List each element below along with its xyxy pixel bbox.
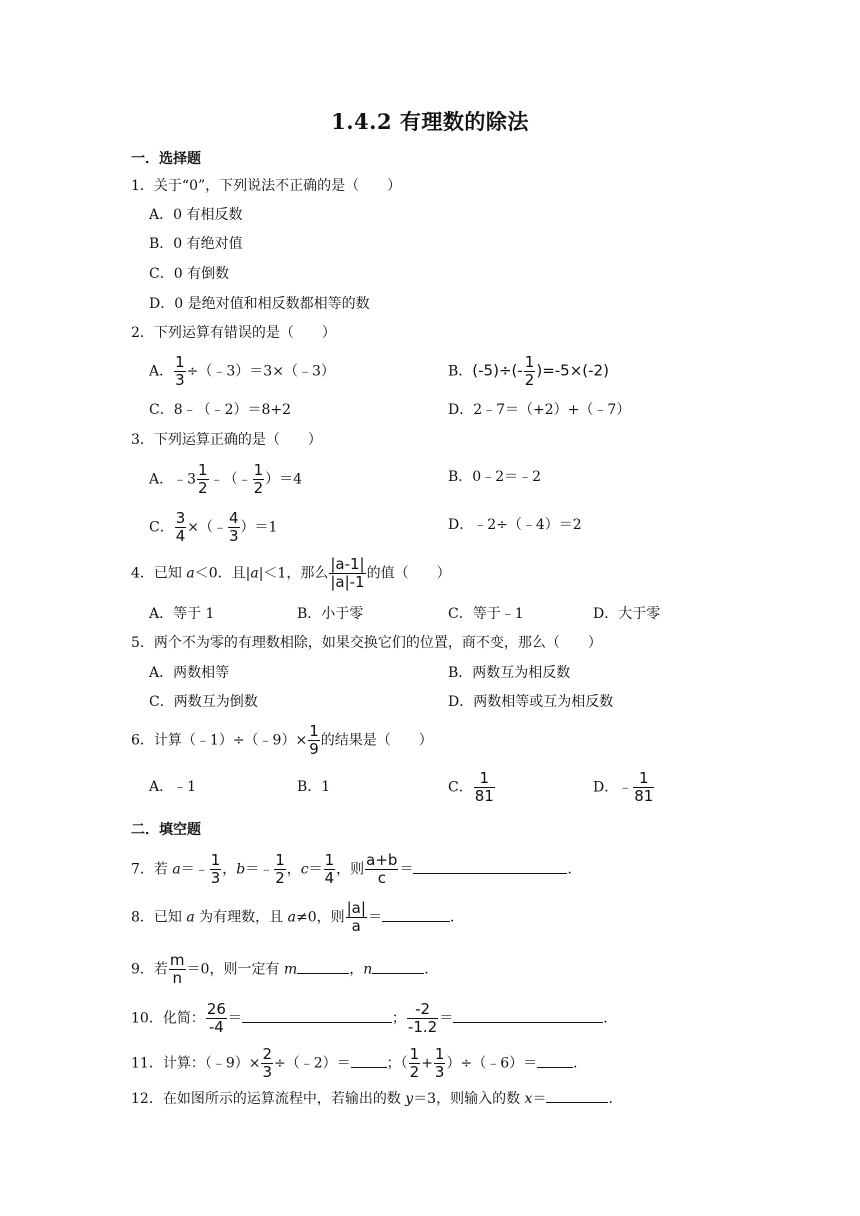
question-1-option-c: C．0 有倒数 [149,266,230,282]
expression-text: + [421,1055,433,1072]
fraction [329,556,365,591]
answer-blank[interactable] [546,1088,608,1103]
option-c-label: C． [448,779,473,796]
expression-text: ， [286,861,301,878]
question-11 [131,1046,587,1081]
expression-text: ；（ [386,1055,408,1072]
option-c-label: C． [149,519,174,536]
question-5-option-c: C．两数互为倒数 [149,694,258,710]
fraction [261,1046,273,1081]
expression-text: ＝ [227,1010,242,1027]
question-4-stem [131,556,451,591]
fraction [274,852,286,887]
fraction [407,1001,438,1036]
numerator: |a| [346,899,366,917]
denominator: -1.2 [407,1018,438,1036]
fraction [633,770,654,805]
expression-text: 的结果是（ ） [320,732,433,749]
question-7 [131,852,581,887]
expression-text: ＝ [532,1091,547,1107]
denominator: |a|-1 [330,573,365,591]
question-3-option-a [149,462,302,497]
question-5-option-d: D．两数相等或互为相反数 [448,694,614,710]
section-fill-heading: 二．填空题 [131,822,201,838]
expression-text: ）÷（﹣6）＝ [446,1055,538,1072]
fraction [253,462,265,497]
question-1-option-a: A．0 有相反数 [149,207,243,223]
question-1-option-d: D．0 是绝对值和相反数都相等的数 [149,296,370,312]
question-9 [131,952,438,987]
variable: m [283,961,298,978]
variable: b [236,861,246,878]
expression-text: ． [424,961,439,978]
expression-text: ＜0．且| [194,565,251,582]
fraction [346,900,367,935]
expression-text: |＜1，那么 [258,565,329,582]
expression-text: ＝ [367,909,382,926]
fraction [308,723,320,758]
variable: x [524,1091,533,1107]
answer-blank[interactable] [297,959,349,974]
denominator: 3 [229,527,239,545]
answer-blank[interactable] [413,859,567,874]
variable: a [250,565,259,582]
numerator: 1 [198,461,208,479]
expression-text: ﹣（﹣ [209,471,252,488]
denominator: 3 [434,1063,445,1081]
denominator: a [346,917,367,935]
variable: a [186,909,195,926]
question-3-option-c [149,510,277,545]
denominator: 2 [253,479,264,497]
answer-blank[interactable] [372,959,424,974]
expression-text: )=-5×(-2) [536,361,609,380]
expression-text: A．﹣3 [149,471,197,488]
numerator: a+b [366,851,398,869]
denominator: 3 [262,1063,272,1081]
expression-text: ． [567,861,582,878]
numerator: 1 [409,1045,420,1063]
fraction [474,770,495,805]
variable: a [287,909,296,926]
denominator: c [365,869,398,887]
numerator: -2 [415,1000,431,1018]
section-choice-heading: 一．选择题 [131,151,201,167]
expression-text: (-5)÷(- [472,361,523,380]
question-1-option-b: B．0 有绝对值 [149,236,243,252]
option-a-label: A． [149,363,174,380]
expression-text: ＝﹣ [245,861,274,878]
question-2-option-d: D．2﹣7＝（+2）+（﹣7） [448,402,631,418]
expression-text: 6．计算（﹣1）÷（﹣9）× [131,732,308,749]
numerator: 2 [262,1045,272,1063]
numerator: |a-1| [330,555,365,573]
question-5-option-a: A．两数相等 [149,665,230,681]
question-6-stem [131,723,433,758]
variable: c [300,861,309,878]
page-title: 1.4.2 有理数的除法 [331,109,529,134]
denominator: 4 [175,527,186,545]
answer-blank[interactable] [453,1008,603,1023]
fraction [409,1046,421,1081]
question-3-option-b: B．0﹣2＝﹣2 [448,469,542,485]
expression-text: 12．在如图所示的运算流程中，若输出的数 [131,1091,406,1107]
answer-blank[interactable] [351,1053,387,1068]
question-1-stem: 1．关于“0”，下列说法不正确的是（ ） [131,178,402,194]
expression-text: ． [608,1091,623,1107]
question-6-option-b: B．1 [297,779,331,795]
question-4-option-b: B．小于零 [297,606,364,622]
fraction [210,852,222,887]
denominator: 2 [409,1063,420,1081]
question-4-option-c: C．等于﹣1 [448,606,524,622]
expression-text: 10．化简： [131,1010,205,1027]
answer-blank[interactable] [242,1008,392,1023]
numerator: 1 [309,722,319,740]
question-2-option-b [448,354,609,389]
numerator: 1 [479,769,490,787]
variable: a [186,565,195,582]
denominator: -4 [206,1018,227,1036]
numerator: 1 [253,461,264,479]
expression-text: ）＝4 [265,471,303,488]
expression-text: ＝0，则一定有 [186,961,284,978]
fraction [206,1001,227,1036]
numerator: 26 [206,1000,226,1018]
denominator: 81 [474,787,494,805]
question-12 [131,1088,622,1109]
expression-text: ＝ [439,1010,454,1027]
expression-text: ＝3，则输入的数 [413,1091,525,1107]
fraction [524,354,536,389]
expression-text: 为有理数，且 [194,909,288,926]
expression-text: ； [391,1010,406,1027]
variable: y [405,1091,414,1107]
denominator: n [169,969,186,987]
question-6-option-a: A．﹣1 [149,779,197,795]
numerator: 1 [275,851,285,869]
numerator: 4 [229,509,239,527]
variable: n [363,961,373,978]
numerator: 1 [210,851,221,869]
expression-text: ≠0，则 [295,909,345,926]
question-3-stem: 3．下列运算正确的是（ ） [131,432,322,448]
expression-text: 8．已知 [131,909,187,926]
question-5-stem: 5．两个不为零的有理数相除，如果交换它们的位置，商不变，那么（ ） [131,635,602,651]
fraction [175,510,187,545]
expression-text: ＝ [308,861,323,878]
fraction [228,510,240,545]
numerator: 1 [324,851,335,869]
question-10 [131,1001,617,1036]
expression-text: ＝ [399,861,414,878]
question-5-option-b: B．两数互为相反数 [448,665,571,681]
fraction [169,952,186,987]
expression-text: 11．计算：（﹣9）× [131,1055,261,1072]
numerator: 1 [434,1045,445,1063]
expression-text: 的值（ ） [366,565,451,582]
expression-text: 9．若 [131,961,168,978]
expression-text: ， [349,961,364,978]
answer-blank[interactable] [537,1053,573,1068]
variable: a [172,861,181,878]
expression-text: 4．已知 [131,565,187,582]
denominator: 3 [175,371,185,389]
denominator: 81 [634,787,654,805]
fraction [197,462,209,497]
denominator: 2 [198,479,208,497]
expression-text: ÷（﹣3）＝3×（﹣3） [186,363,335,380]
option-d-label: D．﹣ [593,779,633,796]
expression-text: ÷（﹣2）＝ [274,1055,351,1072]
question-8 [131,900,464,935]
fraction [434,1046,446,1081]
numerator: 3 [175,509,186,527]
expression-text: ，则 [336,861,365,878]
expression-text: 7．若 [131,861,173,878]
question-6-option-d [593,770,655,805]
fraction [174,354,186,389]
expression-text: ×（﹣ [187,519,227,536]
expression-text: ＝﹣ [180,861,209,878]
question-6-option-c [448,770,496,805]
expression-text: ． [603,1010,618,1027]
numerator: m [169,951,185,969]
question-2-option-a [149,354,335,389]
expression-text: ）＝1 [240,519,278,536]
expression-text: ． [449,909,464,926]
fraction [365,852,398,887]
denominator: 9 [309,740,319,758]
expression-text: ． [573,1055,588,1072]
numerator: 1 [524,353,535,371]
question-4-option-a: A．等于 1 [149,606,215,622]
numerator: 1 [175,353,185,371]
question-3-option-d: D．﹣2÷（﹣4）＝2 [448,517,582,533]
question-2-stem: 2．下列运算有错误的是（ ） [131,325,336,341]
question-4-option-d: D．大于零 [593,606,661,622]
denominator: 3 [210,869,221,887]
denominator: 2 [524,371,535,389]
denominator: 2 [275,869,285,887]
fraction [324,852,336,887]
denominator: 4 [324,869,335,887]
option-b-label: B． [448,363,473,380]
expression-text: ， [222,861,237,878]
question-2-option-c: C．8﹣（﹣2）＝8+2 [149,402,292,418]
answer-blank[interactable] [382,907,450,922]
numerator: 1 [639,769,649,787]
